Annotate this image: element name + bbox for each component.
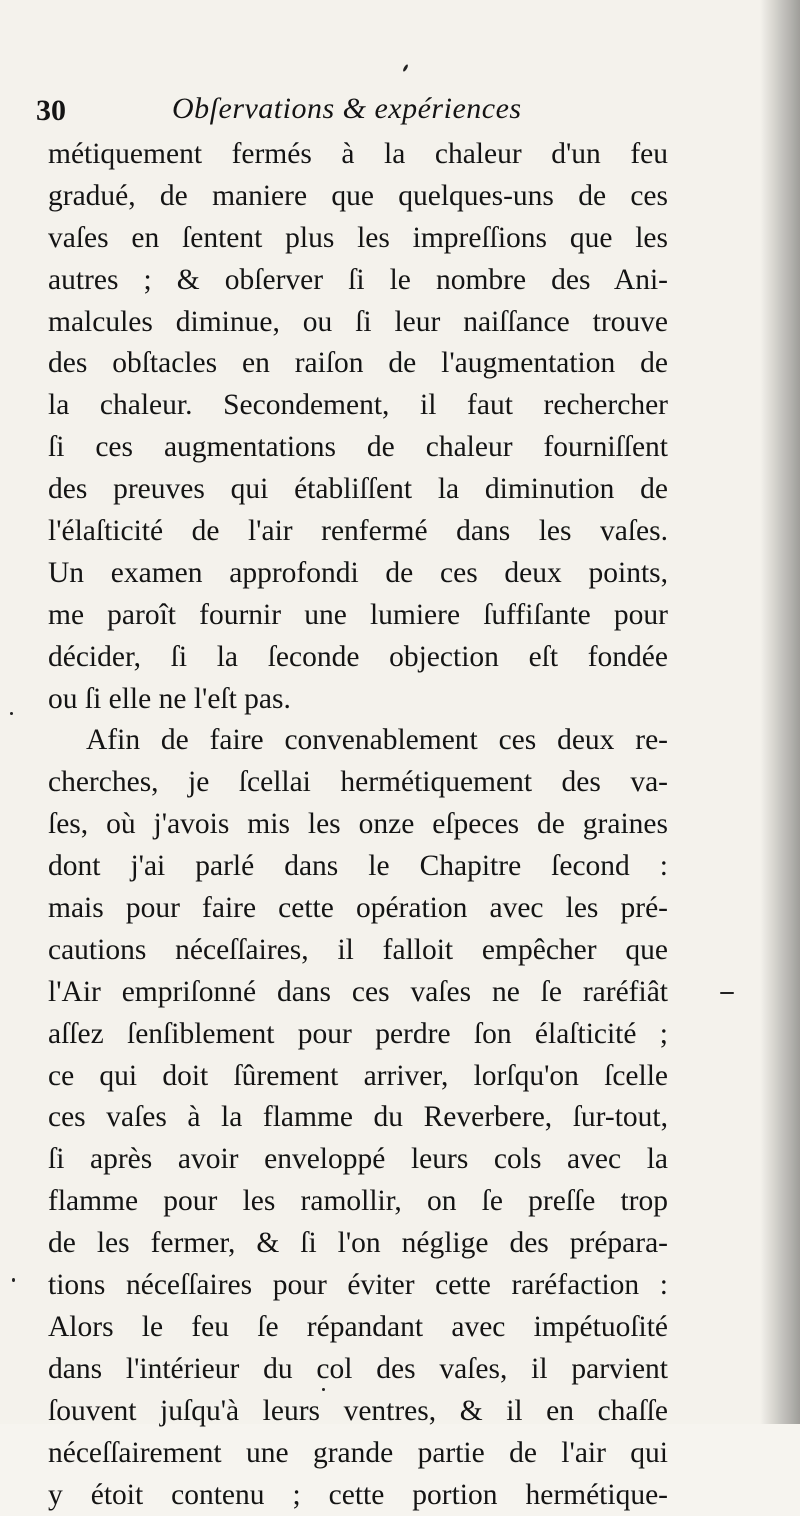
- text-line: Un examen approfondi de ces deux points,: [48, 553, 668, 595]
- ink-speck: [402, 64, 409, 72]
- text-line: dont j'ai parlé dans le Chapitre ſecond :: [48, 846, 668, 888]
- text-line: flamme pour les ramollir, on ſe preſſe trop: [48, 1181, 668, 1223]
- text-line: des obſtacles en raiſon de l'augmentation de: [48, 343, 668, 385]
- ink-speck: [322, 1388, 325, 1391]
- text-line: ſi après avoir enveloppé leurs cols avec la: [48, 1139, 668, 1181]
- page-number: 30: [36, 94, 66, 128]
- ink-speck: [12, 1278, 15, 1282]
- text-line: des preuves qui établiſſent la diminution de: [48, 469, 668, 511]
- body-text: [48, 134, 668, 1516]
- text-line: gradué, de maniere que quelques-uns de ces: [48, 176, 668, 218]
- text-line: cautions néceſſaires, il falloit empêcher que: [48, 930, 668, 972]
- text-line: la chaleur. Secondement, il faut rechercher: [48, 385, 668, 427]
- text-line: cherches, je ſcellai hermétiquement des va-: [48, 762, 668, 804]
- ink-speck: [10, 712, 13, 715]
- text-line: de les fermer, & ſi l'on néglige des prépara-: [48, 1223, 668, 1265]
- text-line: l'Air empriſonné dans ces vaſes ne ſe raréfiât: [48, 972, 668, 1014]
- text-line: autres ; & obſerver ſi le nombre des Ani-: [48, 260, 668, 302]
- ink-speck: [720, 992, 734, 994]
- text-line: ſes, où j'avois mis les onze eſpeces de graines: [48, 804, 668, 846]
- text-line: Alors le feu ſe répandant avec impétuoſité: [48, 1307, 668, 1349]
- running-head: [36, 92, 736, 132]
- text-line: vaſes en ſentent plus les impreſſions que les: [48, 218, 668, 260]
- text-line: aſſez ſenſiblement pour perdre ſon élaſticité ;: [48, 1014, 668, 1056]
- text-line: mais pour faire cette opération avec les pré-: [48, 888, 668, 930]
- text-line: dans l'intérieur du col des vaſes, il parvient: [48, 1349, 668, 1391]
- text-line: ſi ces augmentations de chaleur fourniſſent: [48, 427, 668, 469]
- text-line: néceſſairement une grande partie de l'air qui: [48, 1433, 668, 1475]
- text-line: Afin de faire convenablement ces deux re-: [48, 720, 668, 762]
- text-line: malcules diminue, ou ſi leur naiſſance trouve: [48, 302, 668, 344]
- text-line: métiquement fermés à la chaleur d'un feu: [48, 134, 668, 176]
- text-line: tions néceſſaires pour éviter cette raréfaction :: [48, 1265, 668, 1307]
- text-line: me paroît fournir une lumiere ſuffiſante pour: [48, 595, 668, 637]
- text-line: ou ſi elle ne l'eſt pas.: [48, 679, 668, 721]
- text-line: décider, ſi la ſeconde objection eſt fondée: [48, 637, 668, 679]
- running-title: Obſervations & expériences: [172, 92, 522, 126]
- text-line: l'élaſticité de l'air renfermé dans les vaſes.: [48, 511, 668, 553]
- text-line: ces vaſes à la flamme du Reverbere, ſur-tout,: [48, 1097, 668, 1139]
- text-line: ſouvent juſqu'à leurs ventres, & il en chaſſe: [48, 1391, 668, 1433]
- text-line: y étoit contenu ; cette portion hermétique-: [48, 1475, 668, 1516]
- text-line: ce qui doit ſûrement arriver, lorſqu'on ſcelle: [48, 1056, 668, 1098]
- page-edge-shadow: [760, 0, 800, 1424]
